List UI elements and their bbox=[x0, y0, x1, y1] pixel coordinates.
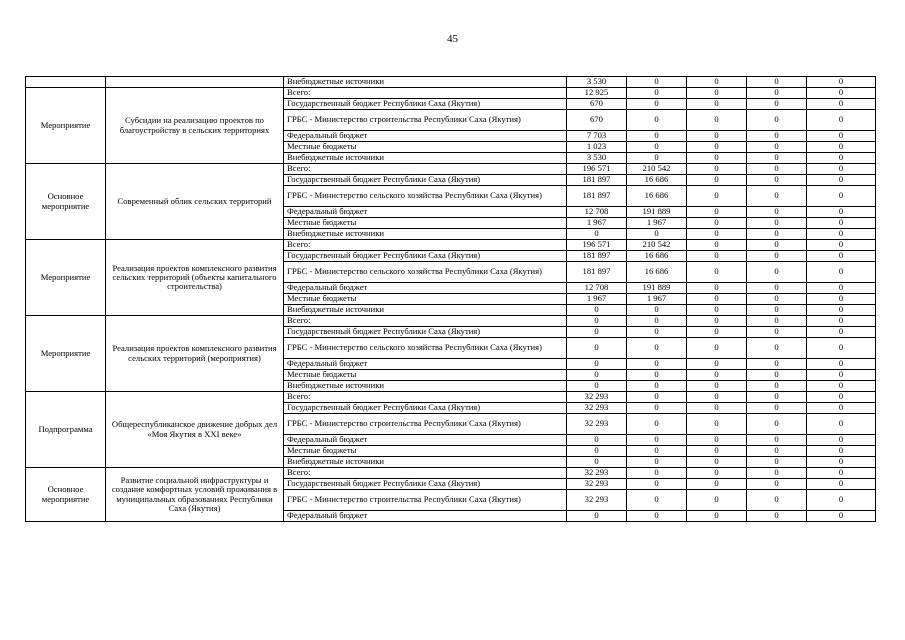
value-cell: 0 bbox=[687, 457, 747, 468]
source-cell: Государственный бюджет Республики Саха (Якутия) bbox=[284, 403, 567, 414]
value-cell: 0 bbox=[747, 99, 807, 110]
source-cell: Федеральный бюджет bbox=[284, 435, 567, 446]
value-cell: 1 967 bbox=[567, 218, 627, 229]
value-cell: 181 897 bbox=[567, 175, 627, 186]
source-cell: Всего: bbox=[284, 240, 567, 251]
program-name-cell: Современный облик сельских территорий bbox=[106, 164, 284, 240]
value-cell: 0 bbox=[627, 468, 687, 479]
value-cell: 0 bbox=[627, 305, 687, 316]
source-cell: Внебюджетные источники bbox=[284, 305, 567, 316]
value-cell: 0 bbox=[747, 338, 807, 359]
value-cell: 0 bbox=[687, 131, 747, 142]
value-cell: 32 293 bbox=[567, 414, 627, 435]
value-cell: 0 bbox=[687, 414, 747, 435]
value-cell: 0 bbox=[687, 88, 747, 99]
value-cell: 0 bbox=[807, 88, 876, 99]
table-row bbox=[26, 392, 876, 403]
table-row bbox=[26, 164, 876, 175]
value-cell: 32 293 bbox=[567, 490, 627, 511]
value-cell: 0 bbox=[627, 490, 687, 511]
program-name-cell: Реализация проектов комплексного развития сельских территорий (мероприятия) bbox=[106, 316, 284, 392]
value-cell: 16 686 bbox=[627, 175, 687, 186]
value-cell: 191 889 bbox=[627, 207, 687, 218]
value-cell: 0 bbox=[807, 186, 876, 207]
value-cell: 0 bbox=[747, 131, 807, 142]
source-cell: Федеральный бюджет bbox=[284, 511, 567, 522]
value-cell: 3 530 bbox=[567, 77, 627, 88]
value-cell: 0 bbox=[807, 457, 876, 468]
source-cell: Государственный бюджет Республики Саха (Якутия) bbox=[284, 479, 567, 490]
source-cell: ГРБС - Министерство сельского хозяйства Республики Саха (Якутия) bbox=[284, 186, 567, 207]
value-cell: 0 bbox=[627, 316, 687, 327]
value-cell: 181 897 bbox=[567, 251, 627, 262]
value-cell: 0 bbox=[747, 294, 807, 305]
budget-table bbox=[25, 76, 876, 522]
value-cell: 0 bbox=[567, 316, 627, 327]
value-cell: 0 bbox=[807, 392, 876, 403]
value-cell: 0 bbox=[807, 131, 876, 142]
source-cell: Всего: bbox=[284, 316, 567, 327]
value-cell: 0 bbox=[807, 207, 876, 218]
source-cell: ГРБС - Министерство сельского хозяйства Республики Саха (Якутия) bbox=[284, 262, 567, 283]
value-cell: 0 bbox=[807, 99, 876, 110]
source-cell: Государственный бюджет Республики Саха (Якутия) bbox=[284, 251, 567, 262]
value-cell: 0 bbox=[567, 229, 627, 240]
value-cell: 0 bbox=[567, 511, 627, 522]
value-cell: 0 bbox=[627, 435, 687, 446]
value-cell: 0 bbox=[567, 457, 627, 468]
value-cell: 12 925 bbox=[567, 88, 627, 99]
source-cell: Внебюджетные источники bbox=[284, 381, 567, 392]
value-cell: 0 bbox=[687, 251, 747, 262]
value-cell: 0 bbox=[807, 305, 876, 316]
value-cell: 0 bbox=[687, 175, 747, 186]
value-cell: 0 bbox=[807, 262, 876, 283]
value-cell: 0 bbox=[687, 294, 747, 305]
value-cell: 0 bbox=[627, 99, 687, 110]
value-cell: 0 bbox=[687, 283, 747, 294]
value-cell: 0 bbox=[807, 490, 876, 511]
value-cell: 0 bbox=[627, 479, 687, 490]
value-cell: 196 571 bbox=[567, 240, 627, 251]
value-cell: 16 686 bbox=[627, 262, 687, 283]
value-cell: 0 bbox=[747, 251, 807, 262]
value-cell: 0 bbox=[687, 207, 747, 218]
value-cell: 0 bbox=[807, 511, 876, 522]
value-cell: 0 bbox=[567, 435, 627, 446]
program-type-cell: Основное мероприятие bbox=[26, 468, 106, 522]
value-cell: 0 bbox=[687, 338, 747, 359]
source-cell: Внебюджетные источники bbox=[284, 77, 567, 88]
value-cell: 0 bbox=[687, 142, 747, 153]
value-cell: 0 bbox=[747, 142, 807, 153]
value-cell: 0 bbox=[687, 99, 747, 110]
value-cell: 12 708 bbox=[567, 283, 627, 294]
value-cell: 1 967 bbox=[627, 218, 687, 229]
value-cell: 0 bbox=[687, 392, 747, 403]
value-cell: 0 bbox=[807, 240, 876, 251]
value-cell: 0 bbox=[687, 316, 747, 327]
value-cell: 3 530 bbox=[567, 153, 627, 164]
value-cell: 0 bbox=[807, 110, 876, 131]
program-type-cell: Основное мероприятие bbox=[26, 164, 106, 240]
value-cell: 0 bbox=[807, 153, 876, 164]
value-cell: 0 bbox=[627, 110, 687, 131]
value-cell: 0 bbox=[807, 403, 876, 414]
value-cell: 0 bbox=[567, 338, 627, 359]
source-cell: Всего: bbox=[284, 392, 567, 403]
value-cell: 0 bbox=[687, 490, 747, 511]
value-cell: 0 bbox=[807, 142, 876, 153]
value-cell: 0 bbox=[687, 262, 747, 283]
value-cell: 0 bbox=[627, 392, 687, 403]
value-cell: 0 bbox=[627, 403, 687, 414]
value-cell: 0 bbox=[687, 110, 747, 131]
value-cell: 0 bbox=[747, 229, 807, 240]
value-cell: 0 bbox=[687, 305, 747, 316]
value-cell: 181 897 bbox=[567, 262, 627, 283]
value-cell: 0 bbox=[687, 229, 747, 240]
value-cell: 0 bbox=[807, 294, 876, 305]
program-type-cell: Мероприятие bbox=[26, 316, 106, 392]
value-cell: 0 bbox=[747, 457, 807, 468]
source-cell: Местные бюджеты bbox=[284, 446, 567, 457]
source-cell: ГРБС - Министерство сельского хозяйства Республики Саха (Якутия) bbox=[284, 338, 567, 359]
value-cell: 0 bbox=[687, 446, 747, 457]
value-cell: 0 bbox=[687, 327, 747, 338]
value-cell: 0 bbox=[687, 240, 747, 251]
value-cell: 0 bbox=[807, 229, 876, 240]
value-cell: 0 bbox=[747, 403, 807, 414]
value-cell: 0 bbox=[747, 283, 807, 294]
value-cell: 181 897 bbox=[567, 186, 627, 207]
source-cell: Государственный бюджет Республики Саха (Якутия) bbox=[284, 99, 567, 110]
value-cell: 0 bbox=[747, 327, 807, 338]
value-cell: 0 bbox=[747, 468, 807, 479]
value-cell: 0 bbox=[687, 468, 747, 479]
program-type-cell: Подпрограмма bbox=[26, 392, 106, 468]
program-name-cell: Субсидии на реализацию проектов по благоустройству в сельских территориях bbox=[106, 88, 284, 164]
table-row bbox=[26, 88, 876, 99]
table-row bbox=[26, 468, 876, 479]
value-cell: 0 bbox=[687, 511, 747, 522]
value-cell: 0 bbox=[747, 175, 807, 186]
source-cell: Местные бюджеты bbox=[284, 294, 567, 305]
value-cell: 0 bbox=[747, 381, 807, 392]
value-cell: 0 bbox=[687, 153, 747, 164]
value-cell: 1 967 bbox=[567, 294, 627, 305]
source-cell: Всего: bbox=[284, 468, 567, 479]
value-cell: 0 bbox=[807, 435, 876, 446]
value-cell: 0 bbox=[627, 153, 687, 164]
value-cell: 1 023 bbox=[567, 142, 627, 153]
value-cell: 210 542 bbox=[627, 240, 687, 251]
value-cell: 0 bbox=[627, 88, 687, 99]
source-cell: Внебюджетные источники bbox=[284, 153, 567, 164]
value-cell: 0 bbox=[627, 229, 687, 240]
value-cell: 0 bbox=[747, 359, 807, 370]
source-cell: Федеральный бюджет bbox=[284, 283, 567, 294]
value-cell: 0 bbox=[747, 392, 807, 403]
value-cell: 0 bbox=[747, 490, 807, 511]
value-cell: 0 bbox=[747, 164, 807, 175]
value-cell: 0 bbox=[807, 370, 876, 381]
value-cell: 0 bbox=[627, 131, 687, 142]
value-cell: 0 bbox=[627, 446, 687, 457]
value-cell: 0 bbox=[807, 283, 876, 294]
value-cell: 0 bbox=[807, 251, 876, 262]
value-cell: 12 708 bbox=[567, 207, 627, 218]
source-cell: Федеральный бюджет bbox=[284, 359, 567, 370]
value-cell: 0 bbox=[747, 240, 807, 251]
value-cell: 0 bbox=[627, 338, 687, 359]
source-cell: Федеральный бюджет bbox=[284, 131, 567, 142]
value-cell: 0 bbox=[627, 142, 687, 153]
value-cell: 0 bbox=[627, 511, 687, 522]
source-cell: Местные бюджеты bbox=[284, 370, 567, 381]
value-cell: 0 bbox=[627, 414, 687, 435]
value-cell: 0 bbox=[807, 381, 876, 392]
value-cell: 0 bbox=[807, 338, 876, 359]
value-cell: 0 bbox=[687, 403, 747, 414]
program-type-cell: Мероприятие bbox=[26, 88, 106, 164]
value-cell: 0 bbox=[747, 511, 807, 522]
table-row bbox=[26, 240, 876, 251]
source-cell: Государственный бюджет Республики Саха (Якутия) bbox=[284, 327, 567, 338]
value-cell: 670 bbox=[567, 110, 627, 131]
value-cell: 0 bbox=[807, 164, 876, 175]
value-cell: 0 bbox=[807, 468, 876, 479]
value-cell: 0 bbox=[747, 153, 807, 164]
value-cell: 0 bbox=[567, 446, 627, 457]
value-cell: 0 bbox=[687, 381, 747, 392]
value-cell: 0 bbox=[747, 110, 807, 131]
value-cell: 32 293 bbox=[567, 479, 627, 490]
program-type-cell bbox=[26, 77, 106, 88]
program-name-cell: Общереспубликанское движение добрых дел «Моя Якутия в XXI веке» bbox=[106, 392, 284, 468]
value-cell: 0 bbox=[627, 359, 687, 370]
value-cell: 0 bbox=[567, 305, 627, 316]
value-cell: 0 bbox=[807, 77, 876, 88]
source-cell: Государственный бюджет Республики Саха (Якутия) bbox=[284, 175, 567, 186]
value-cell: 32 293 bbox=[567, 468, 627, 479]
value-cell: 16 686 bbox=[627, 251, 687, 262]
source-cell: Всего: bbox=[284, 88, 567, 99]
value-cell: 0 bbox=[567, 370, 627, 381]
value-cell: 16 686 bbox=[627, 186, 687, 207]
value-cell: 0 bbox=[687, 435, 747, 446]
value-cell: 0 bbox=[807, 359, 876, 370]
value-cell: 0 bbox=[627, 381, 687, 392]
value-cell: 0 bbox=[567, 381, 627, 392]
source-cell: Федеральный бюджет bbox=[284, 207, 567, 218]
value-cell: 0 bbox=[747, 446, 807, 457]
program-type-cell: Мероприятие bbox=[26, 240, 106, 316]
value-cell: 1 967 bbox=[627, 294, 687, 305]
program-name-cell: Развитие социальной инфраструктуры и создание комфортных условий проживания в муниципальных образованиях Республики Саха (Якутия) bbox=[106, 468, 284, 522]
value-cell: 32 293 bbox=[567, 403, 627, 414]
value-cell: 0 bbox=[747, 316, 807, 327]
value-cell: 0 bbox=[807, 175, 876, 186]
value-cell: 0 bbox=[747, 370, 807, 381]
value-cell: 0 bbox=[687, 164, 747, 175]
source-cell: Местные бюджеты bbox=[284, 142, 567, 153]
value-cell: 0 bbox=[747, 305, 807, 316]
value-cell: 0 bbox=[807, 218, 876, 229]
source-cell: ГРБС - Министерство строительства Республики Саха (Якутия) bbox=[284, 490, 567, 511]
page-number: 45 bbox=[447, 33, 458, 45]
value-cell: 0 bbox=[807, 446, 876, 457]
value-cell: 0 bbox=[567, 359, 627, 370]
value-cell: 0 bbox=[747, 262, 807, 283]
value-cell: 0 bbox=[627, 457, 687, 468]
value-cell: 0 bbox=[627, 327, 687, 338]
value-cell: 0 bbox=[687, 77, 747, 88]
value-cell: 32 293 bbox=[567, 392, 627, 403]
value-cell: 0 bbox=[687, 370, 747, 381]
value-cell: 0 bbox=[567, 327, 627, 338]
source-cell: Местные бюджеты bbox=[284, 218, 567, 229]
program-name-cell bbox=[106, 77, 284, 88]
value-cell: 210 542 bbox=[627, 164, 687, 175]
table-row bbox=[26, 77, 876, 88]
value-cell: 196 571 bbox=[567, 164, 627, 175]
value-cell: 0 bbox=[807, 316, 876, 327]
source-cell: ГРБС - Министерство строительства Республики Саха (Якутия) bbox=[284, 110, 567, 131]
value-cell: 0 bbox=[687, 359, 747, 370]
value-cell: 0 bbox=[747, 88, 807, 99]
value-cell: 0 bbox=[807, 327, 876, 338]
value-cell: 0 bbox=[687, 186, 747, 207]
value-cell: 0 bbox=[627, 370, 687, 381]
table-row bbox=[26, 316, 876, 327]
source-cell: Всего: bbox=[284, 164, 567, 175]
value-cell: 0 bbox=[747, 414, 807, 435]
value-cell: 0 bbox=[807, 414, 876, 435]
value-cell: 191 889 bbox=[627, 283, 687, 294]
value-cell: 0 bbox=[747, 435, 807, 446]
value-cell: 0 bbox=[747, 207, 807, 218]
value-cell: 0 bbox=[627, 77, 687, 88]
source-cell: ГРБС - Министерство строительства Республики Саха (Якутия) bbox=[284, 414, 567, 435]
value-cell: 0 bbox=[687, 218, 747, 229]
value-cell: 0 bbox=[807, 479, 876, 490]
source-cell: Внебюджетные источники bbox=[284, 457, 567, 468]
program-name-cell: Реализация проектов комплексного развития сельских территорий (объекты капитального строительства) bbox=[106, 240, 284, 316]
value-cell: 670 bbox=[567, 99, 627, 110]
source-cell: Внебюджетные источники bbox=[284, 229, 567, 240]
value-cell: 0 bbox=[747, 186, 807, 207]
value-cell: 0 bbox=[747, 479, 807, 490]
value-cell: 0 bbox=[687, 479, 747, 490]
value-cell: 0 bbox=[747, 218, 807, 229]
value-cell: 7 703 bbox=[567, 131, 627, 142]
value-cell: 0 bbox=[747, 77, 807, 88]
